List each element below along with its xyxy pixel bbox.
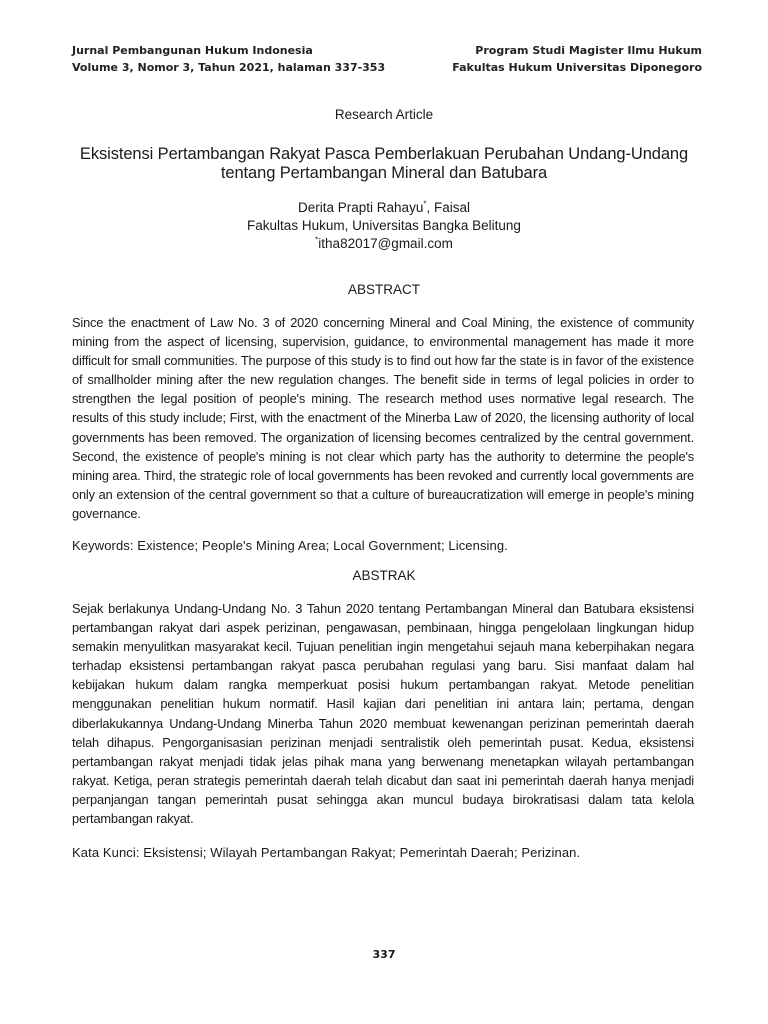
author-name-1: Derita Prapti Rahayu — [298, 200, 424, 215]
running-header — [72, 42, 702, 76]
author-names — [0, 199, 768, 217]
paper-title — [60, 145, 708, 183]
abstrak-text: Sejak berlakunya Undang-Undang No. 3 Tahun 2020 tentang Pertambangan Mineral dan Batubara eksistensi pertambangan rakyat dari aspek perizinan, pengawasan, pembinaan, hingga pengelolaan lingkungan hidup semakin menyulitkan masyarakat kecil. Tujuan penelitian ingin mengetahui sejauh mana keberpihakan negara terhadap eksistensi pertambangan rakyat pasca perubahan regulasi yang baru. Sisi manfaat dalam hal kebijakan hukum dalam rangka memperkuat posisi hukum pertambangan rakyat. Metode penelitian menggunakan penelitian hukum normatif. Hasil kajian dari penelitian ini antara lain; pertama, dengan diberlakukannya Undang-Undang Minerba Tahun 2020 membuat kewenangan perizinan pemerintah daerah telah dihapus. Pengorganisasian perizinan menjadi sentralistik oleh pemerintah pusat. Kedua, eksistensi pertambangan rakyat menjadi tidak jelas pihak mana yang berwenang menetapkan wilayah pertambangan rakyat. Ketiga, peran strategis pemerintah daerah telah dicabut dan saat ini pemerintah daerah hanya menjadi perpanjangan tangan pemerintah pusat sehingga akan muncul budaya birokratisasi dalam tata kelola pertambangan rakyat. — [72, 601, 694, 827]
author-email-line — [0, 235, 768, 253]
abstrak-heading: ABSTRAK — [352, 568, 416, 583]
header-institution-block — [452, 42, 702, 76]
keywords-indonesian: Kata Kunci: Eksistensi; Wilayah Pertambangan Rakyat; Pemerintah Daerah; Perizinan. — [72, 845, 581, 860]
corresponding-marker: * — [423, 199, 427, 209]
author-block — [0, 199, 768, 253]
page-number: 337 — [372, 948, 396, 961]
faculty-name: Fakultas Hukum Universitas Diponegoro — [452, 61, 702, 74]
program-name: Program Studi Magister Ilmu Hukum — [475, 44, 702, 57]
abstract-heading: ABSTRACT — [347, 282, 420, 297]
volume-info: Volume 3, Nomor 3, Tahun 2021, halaman 337-353 — [72, 61, 386, 74]
title-line-2: tentang Pertambangan Mineral dan Batubara — [220, 164, 548, 182]
author-email: itha82017@gmail.com — [318, 236, 453, 251]
keywords-english: Keywords: Existence; People's Mining Area; Local Government; Licensing. — [72, 538, 508, 553]
journal-name: Jurnal Pembangunan Hukum Indonesia — [72, 44, 313, 57]
header-journal-block — [72, 42, 385, 76]
article-type: Research Article — [334, 107, 434, 122]
author-name-2: , Faisal — [426, 200, 470, 215]
title-line-1: Eksistensi Pertambangan Rakyat Pasca Pemberlakuan Perubahan Undang-Undang — [79, 145, 689, 163]
abstract-text: Since the enactment of Law No. 3 of 2020 concerning Mineral and Coal Mining, the existence of community mining from the aspect of licensing, supervision, guidance, to environmental management has made it more difficult for small communities. The purpose of this study is to find out how far the state is in favor of the existence of smallholder mining after the new regulation changes. The benefit side in terms of legal policies in order to strengthen the legal position of people's mining. The research method uses normative legal research. The results of this study include; First, with the enactment of the Minerba Law of 2020, the licensing authority of local governments has been removed. The organization of licensing becomes centralized by the central government. Second, the existence of people's mining is not clear which party has the authority to determine the people's mining area. Third, the strategic role of local governments has been revoked and currently local governments are only an extension of the central government so that a culture of bureaucratization will emerge in people's mining governance. — [72, 315, 694, 521]
author-affiliation: Fakultas Hukum, Universitas Bangka Belitung — [247, 218, 521, 233]
email-marker: * — [315, 235, 319, 245]
